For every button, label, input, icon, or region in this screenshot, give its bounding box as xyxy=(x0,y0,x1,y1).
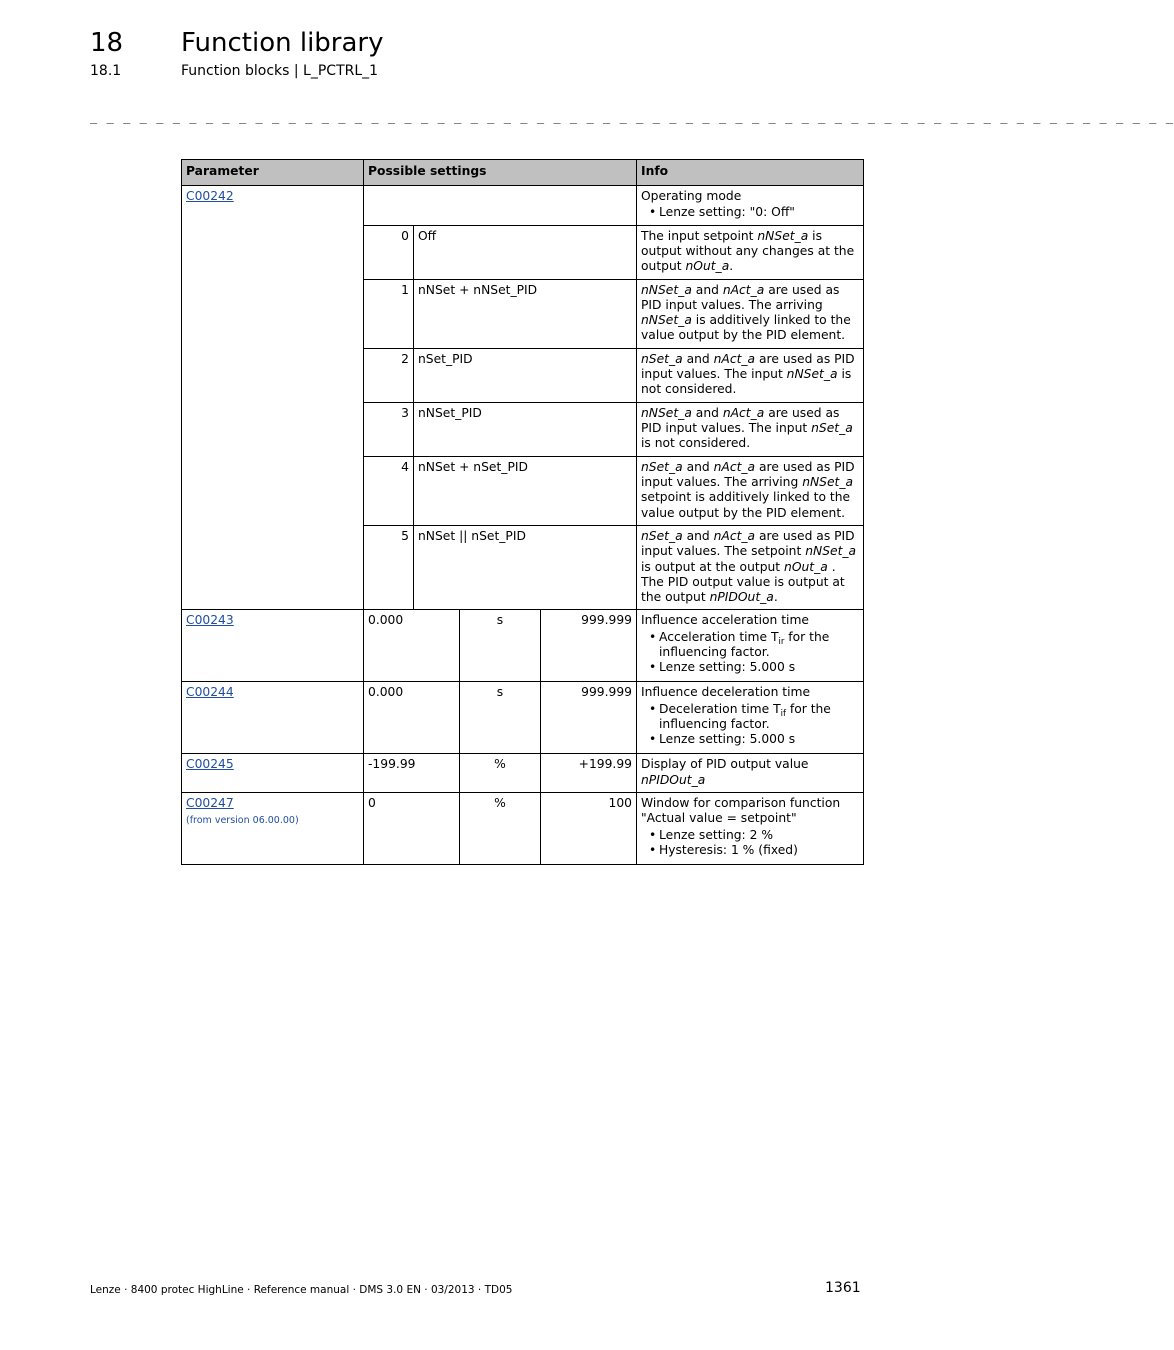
info-text: are used as PID input values. The input xyxy=(641,405,840,436)
info-text: is not considered. xyxy=(641,436,751,451)
info-title: Display of PID output value xyxy=(641,757,809,772)
unit: s xyxy=(460,610,541,682)
option-info xyxy=(637,525,864,609)
param-link-c00244[interactable]: C00244 xyxy=(186,685,234,700)
table-row xyxy=(182,186,864,226)
info-text: . xyxy=(773,590,778,605)
info-text: and xyxy=(682,351,714,366)
signal-name: nPIDOut_a xyxy=(709,590,774,605)
table-row xyxy=(182,610,864,682)
page-number: 1361 xyxy=(825,1280,861,1296)
info-text: are used as PID input values. The setpoint xyxy=(641,528,855,559)
info-text: are used as PID input values. The arriving xyxy=(641,459,855,490)
signal-name: nAct_a xyxy=(713,351,756,366)
info-title: Window for comparison function "Actual value = setpoint" xyxy=(641,796,841,826)
min-value: 0.000 xyxy=(364,682,460,754)
info-text: is additively linked to the value output by the PID element. xyxy=(641,313,851,343)
signal-name: nNSet_a xyxy=(805,544,857,559)
max-value: 999.999 xyxy=(541,610,637,682)
max-value: 100 xyxy=(541,793,637,865)
info-bullet: • Deceleration time $T_{if}$ for the influencing factor. xyxy=(659,702,859,733)
param-cell-c00244 xyxy=(182,682,364,754)
option-info xyxy=(637,456,864,525)
info-cell xyxy=(637,793,864,865)
option-label: nSet_PID xyxy=(414,348,637,402)
param-link-c00245[interactable]: C00245 xyxy=(186,757,234,772)
table-row xyxy=(182,793,864,865)
section-title: Function blocks | L_PCTRL_1 xyxy=(181,63,379,79)
signal-name: nOut_a xyxy=(784,559,828,574)
info-text: are used as PID input values. The input xyxy=(641,351,855,382)
option-info xyxy=(637,279,864,348)
signal-name: nNSet_a xyxy=(641,282,692,297)
info-bullet: • Lenze setting: "0: Off" xyxy=(659,205,859,220)
info-title: Influence deceleration time xyxy=(641,685,811,700)
header-info: Info xyxy=(637,160,864,186)
param-link-c00247[interactable]: C00247 xyxy=(186,796,234,811)
option-value: 5 xyxy=(364,525,414,609)
table-row xyxy=(182,682,864,754)
info-text: is not considered. xyxy=(641,367,852,397)
signal-name: nNSet_a xyxy=(641,313,692,328)
info-cell xyxy=(637,186,864,226)
param-link-c00243[interactable]: C00243 xyxy=(186,613,234,628)
info-signal: nPIDOut_a xyxy=(641,772,706,787)
max-value: +199.99 xyxy=(541,754,637,793)
info-text: . xyxy=(729,259,734,274)
info-cell xyxy=(637,754,864,793)
signal-name: nAct_a xyxy=(722,282,765,297)
signal-name: nOut_a xyxy=(685,259,730,274)
info-bullet: • Lenze setting: 5.000 s xyxy=(659,660,859,675)
min-value: -199.99 xyxy=(364,754,460,793)
table-header-row xyxy=(182,160,864,186)
param-link-c00242[interactable]: C00242 xyxy=(186,189,234,203)
signal-name: nNSet_a xyxy=(641,405,692,420)
info-text: setpoint is additively linked to the value output by the PID element. xyxy=(641,490,851,520)
unit: s xyxy=(460,682,541,754)
option-label: nNSet + nNSet_PID xyxy=(414,279,637,348)
option-value: 0 xyxy=(364,225,414,279)
section-number: 18.1 xyxy=(90,63,122,79)
info-text: and xyxy=(691,282,723,297)
info-bullet: • Lenze setting: 2 % xyxy=(659,828,859,843)
table-row xyxy=(182,754,864,793)
signal-name: nSet_a xyxy=(641,351,683,366)
signal-name: nSet_a xyxy=(641,459,683,474)
header-parameter: Parameter xyxy=(182,160,364,186)
signal-name: nSet_a xyxy=(641,528,683,543)
param-cell-c00242 xyxy=(182,186,364,610)
option-label: nNSet_PID xyxy=(414,402,637,456)
option-label: nNSet || nSet_PID xyxy=(414,525,637,609)
signal-name: nAct_a xyxy=(722,405,765,420)
max-value: 999.999 xyxy=(541,682,637,754)
parameter-table xyxy=(181,159,864,865)
min-value: 0 xyxy=(364,793,460,865)
info-text: . The PID output value is output at the output xyxy=(641,559,845,605)
info-text: is output without any changes at the output xyxy=(641,228,855,274)
info-title: Influence acceleration time xyxy=(641,613,809,628)
info-bullet: • Acceleration time $T_{ir}$ for the influencing factor. xyxy=(659,630,859,661)
info-text: and xyxy=(682,459,714,474)
signal-name: nNSet_a xyxy=(802,475,854,490)
signal-name: nAct_a xyxy=(713,528,756,543)
unit: % xyxy=(460,754,541,793)
info-cell xyxy=(637,682,864,754)
header-divider: _ _ _ _ _ _ _ _ _ _ _ _ _ _ _ _ _ _ _ _ _ _ _ _ _ _ _ _ _ _ _ _ _ _ _ _ _ _ _ _ _ _ _ _ _ _ _ _ _ _ _ _ _ _ _ _ _ _ _ _ _ _ _ _ _ _ xyxy=(90,110,1174,124)
option-label: nNSet + nSet_PID xyxy=(414,456,637,525)
param-cell-c00243 xyxy=(182,610,364,682)
header-possible-settings: Possible settings xyxy=(364,160,637,186)
info-cell xyxy=(637,610,864,682)
info-text: are used as PID input values. The arriving xyxy=(641,282,840,312)
signal-name: nNSet_a xyxy=(786,367,838,382)
option-value: 1 xyxy=(364,279,414,348)
info-text: and xyxy=(691,405,723,420)
option-value: 4 xyxy=(364,456,414,525)
chapter-number: 18 xyxy=(90,28,124,58)
option-label: Off xyxy=(414,225,637,279)
signal-name: nSet_a xyxy=(811,421,853,436)
option-info xyxy=(637,348,864,402)
version-note: (from version 06.00.00) xyxy=(186,815,299,827)
info-bullet: • Lenze setting: 5.000 s xyxy=(659,732,859,747)
info-bullet: • Hysteresis: 1 % (fixed) xyxy=(659,843,859,858)
info-title: Operating mode xyxy=(641,189,742,203)
signal-name: nNSet_a xyxy=(757,228,809,243)
option-info xyxy=(637,225,864,279)
min-value: 0.000 xyxy=(364,610,460,682)
info-text: is output at the output xyxy=(641,559,785,574)
info-text: The input setpoint xyxy=(641,228,758,243)
footer-document-info: Lenze · 8400 protec HighLine · Reference manual · DMS 3.0 EN · 03/2013 · TD05 xyxy=(90,1284,513,1296)
unit: % xyxy=(460,793,541,865)
option-value: 3 xyxy=(364,402,414,456)
signal-name: nAct_a xyxy=(713,459,756,474)
option-value: 2 xyxy=(364,348,414,402)
param-cell-c00247 xyxy=(182,793,364,865)
chapter-title: Function library xyxy=(181,28,384,58)
option-info xyxy=(637,402,864,456)
info-text: and xyxy=(682,528,714,543)
settings-empty xyxy=(364,186,637,226)
param-cell-c00245 xyxy=(182,754,364,793)
